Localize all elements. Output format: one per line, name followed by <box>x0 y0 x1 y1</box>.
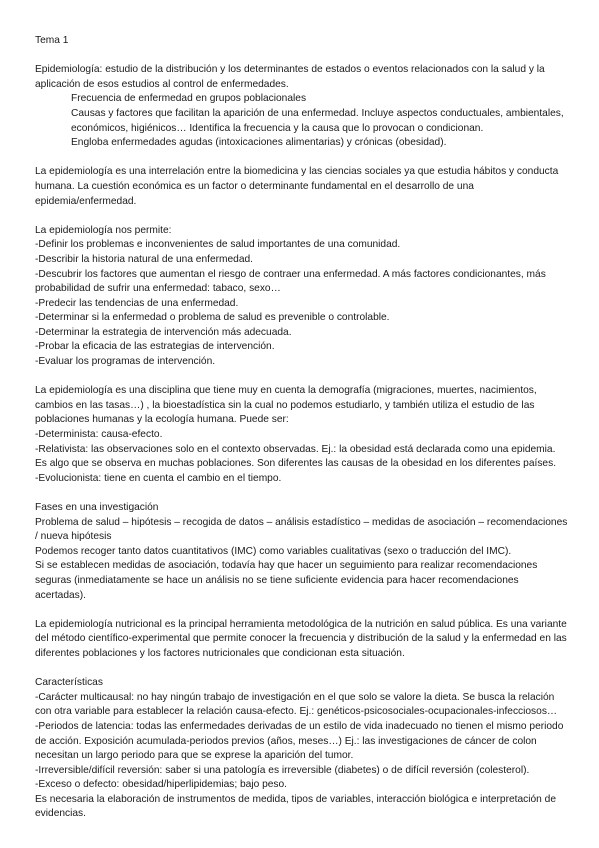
discipline-item: -Relativista: las observaciones solo en el contexto observadas. Ej.: la obesidad está declarada como una epidemia. Es algo que se observa en muchas poblaciones. Son diferentes las causas de la obesidad en los diferentes países. <box>35 443 557 470</box>
characteristics-item: -Exceso o defecto: obesidad/hiperlipidemias; bajo peso. <box>35 779 288 791</box>
definition-item: Causas y factores que facilitan la aparición de una enfermedad. Incluye aspectos conductuales, ambientales, económicos, higiénicos… Identifica la frecuencia y la causa que lo provocan o condicionan. <box>71 107 564 134</box>
permite-item: -Evaluar los programas de intervención. <box>35 356 216 368</box>
spacer <box>35 370 569 385</box>
spacer <box>35 209 569 224</box>
characteristics-heading: Características <box>35 677 103 689</box>
interrelation-paragraph: La epidemiología es una interrelación entre la biomedicina y las ciencias sociales ya que estudia hábitos y conducta humana. La cuestión económica es un factor o determinante fundamental en el desarrollo de una epidemia/enfermedad. <box>35 166 559 207</box>
permite-heading: La epidemiología nos permite: <box>35 224 172 236</box>
permite-item: -Definir los problemas e inconvenientes de salud importantes de una comunidad. <box>35 239 401 251</box>
permite-item: -Describir la historia natural de una enfermedad. <box>35 253 254 265</box>
spacer <box>35 486 569 501</box>
nutritional-paragraph: La epidemiología nutricional es la principal herramienta metodológica de la nutrición en salud pública. Es una variante del método científico-experimental que permite conocer la frecuencia y distribución de la salud y la enfermedad en las diferentes poblaciones y los factores nutricionales que condicionan esta situación. <box>35 618 567 659</box>
permite-item: -Descubrir los factores que aumentan el riesgo de contraer una enfermedad. A más factores condicionantes, más probabilidad de sufrir una enfermedad: tabaco, sexo… <box>35 268 546 295</box>
page-title: Tema 1 <box>35 35 69 46</box>
phases-heading: Fases en una investigación <box>35 502 159 513</box>
permite-item: -Probar la eficacia de las estrategias de intervención. <box>35 341 275 353</box>
characteristics-item: -Periodos de latencia: todas las enfermedades derivadas de un estilo de vida inadecuado no tienen el mismo periodo de acción. Exposición acumulada-periodos previos (años, meses…) Ej.: las investigaciones de cáncer de colon necesitan un largo periodo para que se exprese la aparición del tumor. <box>35 720 564 762</box>
spacer <box>35 662 569 677</box>
phases-line: Podemos recoger tanto datos cuantitativos (IMC) como variables cualitativas (sexo o traducción del IMC). <box>35 545 512 557</box>
epidemiology-definition: Epidemiología: estudio de la distribución y los determinantes de estados o eventos relacionados con la salud y la aplicación de esos estudios al control de enfermedades. <box>35 64 545 90</box>
discipline-paragraph: La epidemiología es una disciplina que tiene muy en cuenta la demografía (migraciones, muertes, nacimientos, cambios en las tasas…) , la bioestadística sin la cual no podemos estudiarlo, y también utiliza el estudio de las poblaciones humanas y la ecología humana. Puede ser: <box>35 385 537 426</box>
characteristics-item: -Irreversible/difícil reversión: saber si una patología es irreversible (diabetes) o de difícil reversión (colesterol). <box>35 764 530 776</box>
spacer <box>35 603 569 618</box>
permite-item: -Predecir las tendencias de una enfermedad. <box>35 297 239 309</box>
phases-line: Problema de salud – hipótesis – recogida de datos – análisis estadístico – medidas de asociación – recomendaciones / nueva hipótesis <box>35 516 568 543</box>
phases-line: Si se establecen medidas de asociación, todavía hay que hacer un seguimiento para realizar recomendaciones seguras (inmediatamente se hace un análisis no se tiene suficiente evidencia para hacer recomendaciones acertadas). <box>35 560 538 601</box>
permite-item: -Determinar si la enfermedad o problema de salud es prevenible o controlable. <box>35 312 390 324</box>
characteristics-item: Es necesaria la elaboración de instrumentos de medida, tipos de variables, interacción biológica e interpretación de evidencias. <box>35 793 557 820</box>
definition-item: Engloba enfermedades agudas (intoxicaciones alimentarias) y crónicas (obesidad). <box>71 137 447 149</box>
discipline-item: -Determinista: causa-efecto. <box>35 429 163 441</box>
definition-item: Frecuencia de enfermedad en grupos poblacionales <box>71 93 307 105</box>
permite-item: -Determinar la estrategia de intervención más adecuada. <box>35 326 292 338</box>
discipline-item: -Evolucionista: tiene en cuenta el cambio en el tiempo. <box>35 472 282 484</box>
characteristics-item: -Carácter multicausal: no hay ningún trabajo de investigación en el que solo se valore la dieta. Se busca la relación con otra variable para establecer la relación causa-efecto. Ej.: genéticos-psicosociales-ocupacionales-infecciosos… <box>35 691 558 718</box>
spacer <box>35 49 569 64</box>
spacer <box>35 151 569 166</box>
